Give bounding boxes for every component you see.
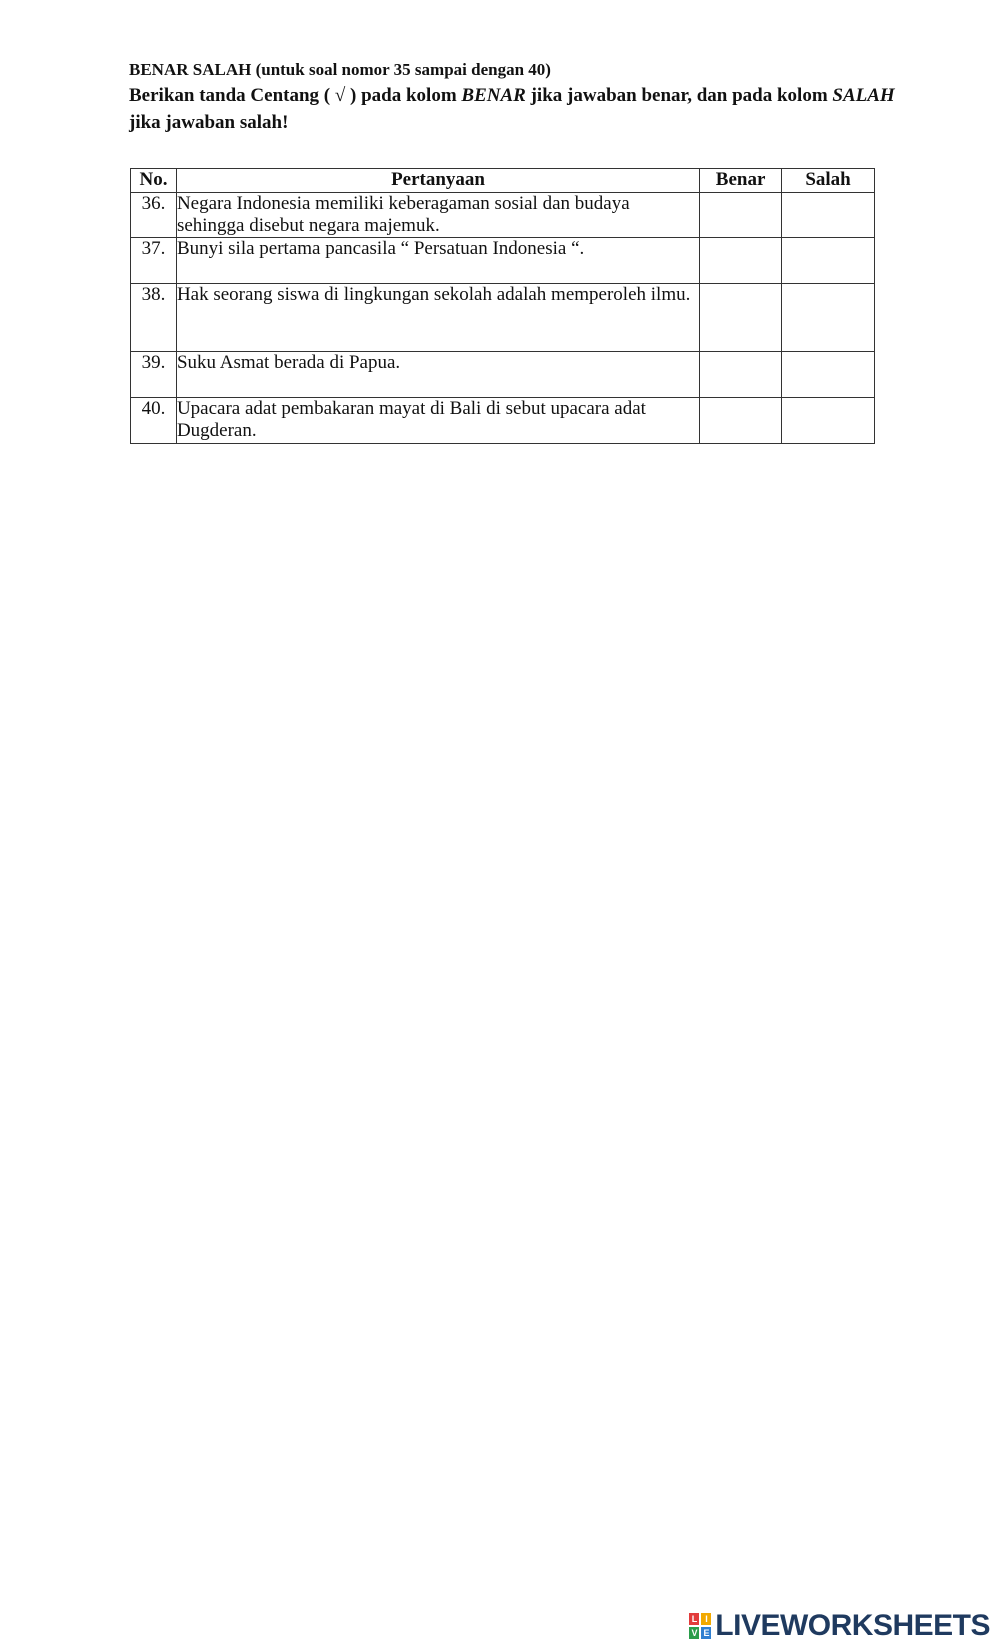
section-heading: BENAR SALAH (untuk soal nomor 35 sampai dengan 40): [129, 60, 551, 79]
instruction-benar-word: BENAR: [461, 85, 526, 106]
question-number: 36.: [131, 193, 177, 238]
benar-answer-cell[interactable]: [700, 284, 782, 352]
instruction-salah-word: SALAH: [832, 85, 895, 106]
salah-answer-cell[interactable]: [782, 352, 875, 398]
question-number: 39.: [131, 352, 177, 398]
mark-letter-e: E: [701, 1627, 711, 1639]
question-number: 38.: [131, 284, 177, 352]
header-question: Pertanyaan: [176, 169, 699, 193]
question-text: Suku Asmat berada di Papua.: [176, 352, 699, 398]
liveworksheets-logo: [689, 1609, 990, 1643]
instruction-text: [129, 82, 929, 136]
liveworksheets-wordmark: LIVEWORKSHEETS: [715, 1609, 990, 1642]
salah-answer-cell[interactable]: [782, 284, 875, 352]
benar-answer-cell[interactable]: [700, 193, 782, 238]
benar-answer-cell[interactable]: [700, 398, 782, 444]
table-header-row: [131, 169, 875, 193]
table-row: [131, 193, 875, 238]
instruction-part-1: Berikan tanda Centang ( √ ) pada kolom: [129, 85, 462, 106]
instruction-part-2: jika jawaban benar, dan pada kolom: [525, 85, 833, 106]
question-number: 37.: [131, 238, 177, 284]
header-benar: Benar: [700, 169, 782, 193]
question-text: Bunyi sila pertama pancasila “ Persatuan Indonesia “.: [176, 238, 699, 284]
salah-answer-cell[interactable]: [782, 238, 875, 284]
table-row: [131, 284, 875, 352]
benar-answer-cell[interactable]: [700, 238, 782, 284]
true-false-table: [130, 168, 875, 444]
table-row: [131, 238, 875, 284]
salah-answer-cell[interactable]: [782, 193, 875, 238]
header-salah: Salah: [782, 169, 875, 193]
question-number: 40.: [131, 398, 177, 444]
question-text: Upacara adat pembakaran mayat di Bali di sebut upacara adat Dugderan.: [176, 398, 699, 444]
instruction-part-3: jika jawaban salah!: [129, 112, 289, 133]
salah-answer-cell[interactable]: [782, 398, 875, 444]
mark-letter-l: L: [689, 1613, 699, 1625]
mark-letter-i: I: [701, 1613, 711, 1625]
header-no: No.: [131, 169, 177, 193]
benar-answer-cell[interactable]: [700, 352, 782, 398]
mark-letter-v: V: [689, 1627, 699, 1639]
question-text: Hak seorang siswa di lingkungan sekolah adalah memperoleh ilmu.: [176, 284, 699, 352]
table-row: [131, 398, 875, 444]
liveworksheets-mark-icon: [689, 1613, 711, 1639]
table-row: [131, 352, 875, 398]
question-text: Negara Indonesia memiliki keberagaman sosial dan budaya sehingga disebut negara majemuk.: [176, 193, 699, 238]
